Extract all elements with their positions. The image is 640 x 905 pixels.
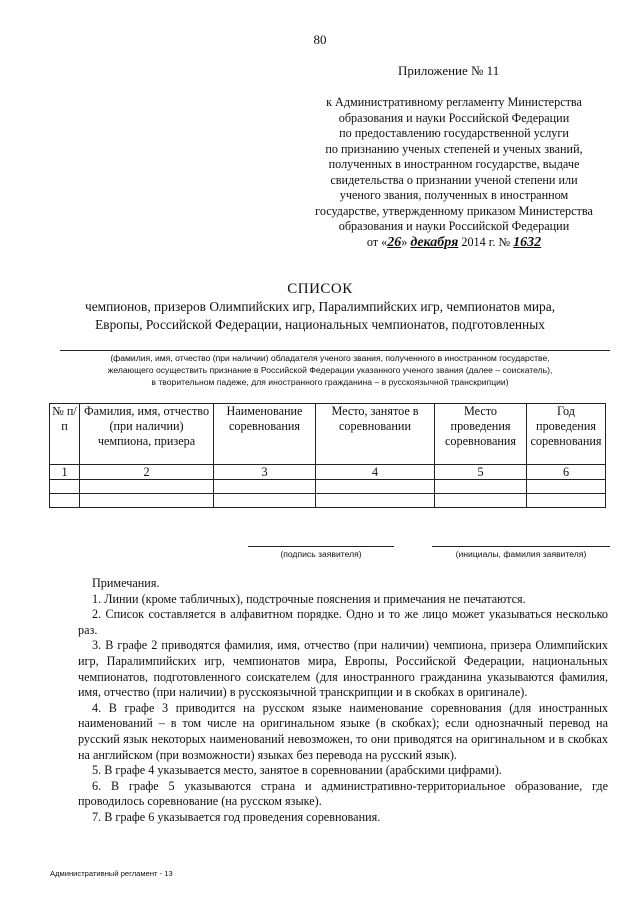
applicant-name-line [60, 350, 610, 351]
applicant-name-signature-line [432, 546, 610, 547]
order-month-handwritten: декабря [410, 234, 459, 250]
column-number: 1 [50, 465, 80, 480]
regulation-line: по предоставлению государственной услуги [339, 126, 569, 140]
table-cell [50, 480, 80, 494]
document-title: СПИСОК [287, 281, 353, 297]
signature-caption: (подпись заявителя) [280, 549, 362, 559]
table-cell [435, 494, 527, 508]
order-day-handwritten: 26 [387, 234, 402, 250]
table-cell [214, 480, 316, 494]
applicant-initials-caption: (инициалы, фамилия заявителя) [455, 549, 587, 559]
table-cell [316, 494, 435, 508]
table-cell [527, 480, 606, 494]
table-cell [316, 480, 435, 494]
column-number: 2 [80, 465, 214, 480]
header-cell-name: Фамилия, имя, отчество (при наличии) чемпиона, призера [80, 404, 214, 465]
regulation-line: к Административному регламенту Министерства [326, 95, 582, 109]
page-footer: Административный регламент - 13 [50, 869, 173, 878]
header-cell-year: Год проведения соревнования [527, 404, 606, 465]
note-item: 2. Список составляется в алфавитном порядке. Одно и то же лицо может указываться несколько раз. [78, 607, 608, 637]
table-header-row [50, 404, 606, 465]
table-numbering-row [50, 465, 606, 480]
notes-heading: Примечания. [92, 576, 160, 590]
header-cell-number: № п/п [50, 404, 80, 465]
order-prefix: от « [366, 234, 388, 249]
hint-line: (фамилия, имя, отчество (при наличии) обладателя ученого звания, полученного в иностранном государстве, [110, 353, 550, 363]
document-subtitle [40, 298, 600, 334]
table-cell [80, 494, 214, 508]
order-year: 2014 г. № [458, 234, 514, 249]
hint-line: желающего осуществить признание в Российской Федерации указанного ученого звания (далее – соискатель), [107, 365, 553, 375]
notes-section [78, 576, 608, 826]
regulation-line: государстве, утвержденному приказом Министерства [315, 203, 593, 218]
regulation-reference [290, 95, 618, 250]
table-cell [527, 494, 606, 508]
regulation-line: свидетельства о признании ученой степени или [330, 172, 578, 187]
regulation-line: по признанию ученых степеней и ученых званий, [325, 141, 583, 156]
order-date-line [290, 235, 618, 251]
table-cell [50, 494, 80, 508]
applicant-name-hint [40, 352, 620, 388]
note-item: 7. В графе 6 указывается год проведения соревнования. [92, 809, 381, 824]
order-number-handwritten: 1632 [513, 234, 542, 250]
header-cell-place: Место, занятое в соревновании [316, 404, 435, 465]
hint-line: в творительном падеже, для иностранного гражданина – в русскоязычной транскрипции) [151, 377, 509, 387]
champions-table [49, 403, 606, 508]
header-cell-location: Место проведения соревнования [435, 404, 527, 465]
subtitle-line: чемпионов, призеров Олимпийских игр, Паралимпийских игр, чемпионатов мира, [84, 299, 556, 314]
column-number: 6 [527, 465, 606, 480]
note-item: 5. В графе 4 указывается место, занятое в соревновании (арабскими цифрами). [92, 763, 502, 778]
order-quote: » [401, 234, 408, 249]
table-row [50, 494, 606, 508]
column-number: 3 [214, 465, 316, 480]
table-cell [214, 494, 316, 508]
table-cell [435, 480, 527, 494]
note-item: 4. В графе 3 приводится на русском языке наименование соревнования (для иностранных наименований – в том числе на оригинальном языке (в скобках); если однозначный перевод на русский язык некоторых наименований невозможен, то они приводятся на оригинальном и в скобках на английском (при возможности) языках без перевода на русский язык). [78, 700, 608, 762]
table-row [50, 480, 606, 494]
column-number: 4 [316, 465, 435, 480]
note-item: 6. В графе 5 указываются страна и административно-территориальное образование, где проводилось соревнование (на русском языке). [78, 778, 608, 809]
header-cell-competition: Наименование соревнования [214, 404, 316, 465]
subtitle-line: Европы, Российской Федерации, национальных чемпионатов, подготовленных [95, 317, 545, 332]
signature-line [248, 546, 394, 547]
regulation-line: полученных в иностранном государстве, выдаче [328, 157, 580, 171]
regulation-line: ученого звания, полученных в иностранном [339, 188, 569, 202]
appendix-label: Приложение № 11 [398, 63, 500, 78]
note-item: 1. Линии (кроме табличных), подстрочные пояснения и примечания не печатаются. [92, 591, 526, 606]
column-number: 5 [435, 465, 527, 480]
table-cell [80, 480, 214, 494]
page-number: 80 [313, 32, 327, 47]
regulation-line: образования и науки Российской Федерации [338, 110, 570, 125]
regulation-line: образования и науки Российской Федерации [338, 219, 570, 233]
note-item: 3. В графе 2 приводятся фамилия, имя, отчество (при наличии) чемпиона, призера Олимпийских игр, Паралимпийских игр, чемпионатов мира, Европы, Российской Федерации, национальных чемпионатов, подготовленного соискателем (для иностранного гражданина указываются фамилия, имя, отчество (при наличии) в русскоязычной транскрипции и в скобках в оригинале). [78, 638, 608, 700]
